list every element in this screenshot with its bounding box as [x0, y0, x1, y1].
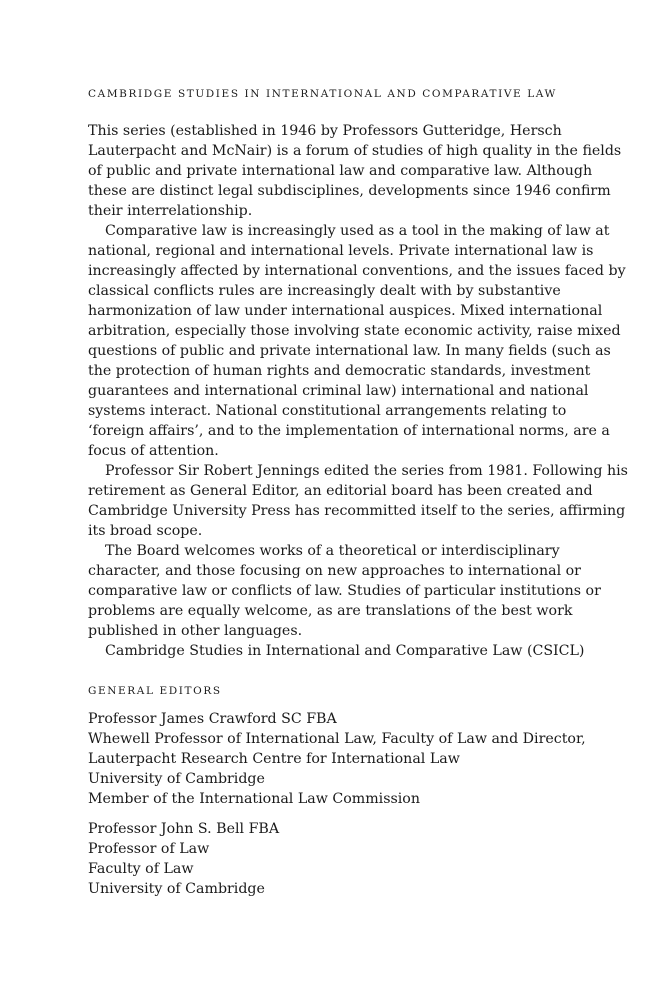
body-text-line: of public and private international law and comparative law. Although [88, 163, 593, 179]
editor-line: Whewell Professor of International Law, Faculty of Law and Director, [88, 731, 586, 747]
editor-line: Professor John S. Bell FBA [88, 821, 280, 837]
body-text-line: Lauterpacht and McNair) is a forum of studies of high quality in the fields [88, 143, 622, 159]
series-heading: CAMBRIDGE STUDIES IN INTERNATIONAL AND COMPARATIVE LAW [88, 88, 557, 100]
general-editors-heading: GENERAL EDITORS [88, 685, 222, 697]
body-text-line: these are distinct legal subdisciplines, developments since 1946 confirm [88, 183, 611, 199]
body-text-line: focus of attention. [88, 443, 219, 459]
body-text-line: character, and those focusing on new approaches to international or [88, 563, 581, 579]
editor-line: University of Cambridge [88, 881, 265, 897]
body-text-line: increasingly affected by international conventions, and the issues faced by [88, 263, 626, 279]
series-description [88, 121, 628, 661]
editor-line: Faculty of Law [88, 861, 194, 877]
body-text-line: national, regional and international levels. Private international law is [88, 243, 594, 259]
body-text-line: ‘foreign affairs’, and to the implementation of international norms, are a [88, 423, 610, 439]
editor-line: Lauterpacht Research Centre for International Law [88, 751, 460, 767]
editor-entry-crawford [88, 709, 586, 809]
body-text-line: retirement as General Editor, an editorial board has been created and [88, 483, 593, 499]
body-text-line: harmonization of law under international auspices. Mixed international [88, 303, 603, 319]
editor-entry-bell [88, 819, 578, 899]
body-text-line: classical conflicts rules are increasingly dealt with by substantive [88, 283, 561, 299]
body-text-line: comparative law or conflicts of law. Studies of particular institutions or [88, 583, 601, 599]
editor-line: Professor of Law [88, 841, 210, 857]
body-text-line: guarantees and international criminal law) international and national [88, 383, 589, 399]
body-text-line: problems are equally welcome, as are translations of the best work [88, 603, 573, 619]
body-text-line: Professor Sir Robert Jennings edited the series from 1981. Following his [105, 463, 628, 479]
body-text-line: This series (established in 1946 by Professors Gutteridge, Hersch [88, 123, 562, 139]
body-text-line: Cambridge Studies in International and Comparative Law (CSICL) [105, 643, 585, 659]
body-text-line: the protection of human rights and democratic standards, investment [88, 363, 591, 379]
editor-line: Member of the International Law Commission [88, 791, 420, 807]
editor-line: University of Cambridge [88, 771, 265, 787]
body-text-line: Cambridge University Press has recommitted itself to the series, affirming [88, 503, 626, 519]
editor-line: Professor James Crawford SC FBA [88, 711, 337, 727]
body-text-line: questions of public and private international law. In many fields (such as [88, 343, 611, 359]
body-text-line: their interrelationship. [88, 203, 253, 219]
body-text-line: systems interact. National constitutional arrangements relating to [88, 403, 567, 419]
body-text-line: published in other languages. [88, 623, 303, 639]
body-text-line: arbitration, especially those involving state economic activity, raise mixed [88, 323, 621, 339]
body-text-line: Comparative law is increasingly used as a tool in the making of law at [105, 223, 610, 239]
body-text-line: The Board welcomes works of a theoretical or interdisciplinary [105, 543, 560, 559]
body-text-line: its broad scope. [88, 523, 203, 539]
